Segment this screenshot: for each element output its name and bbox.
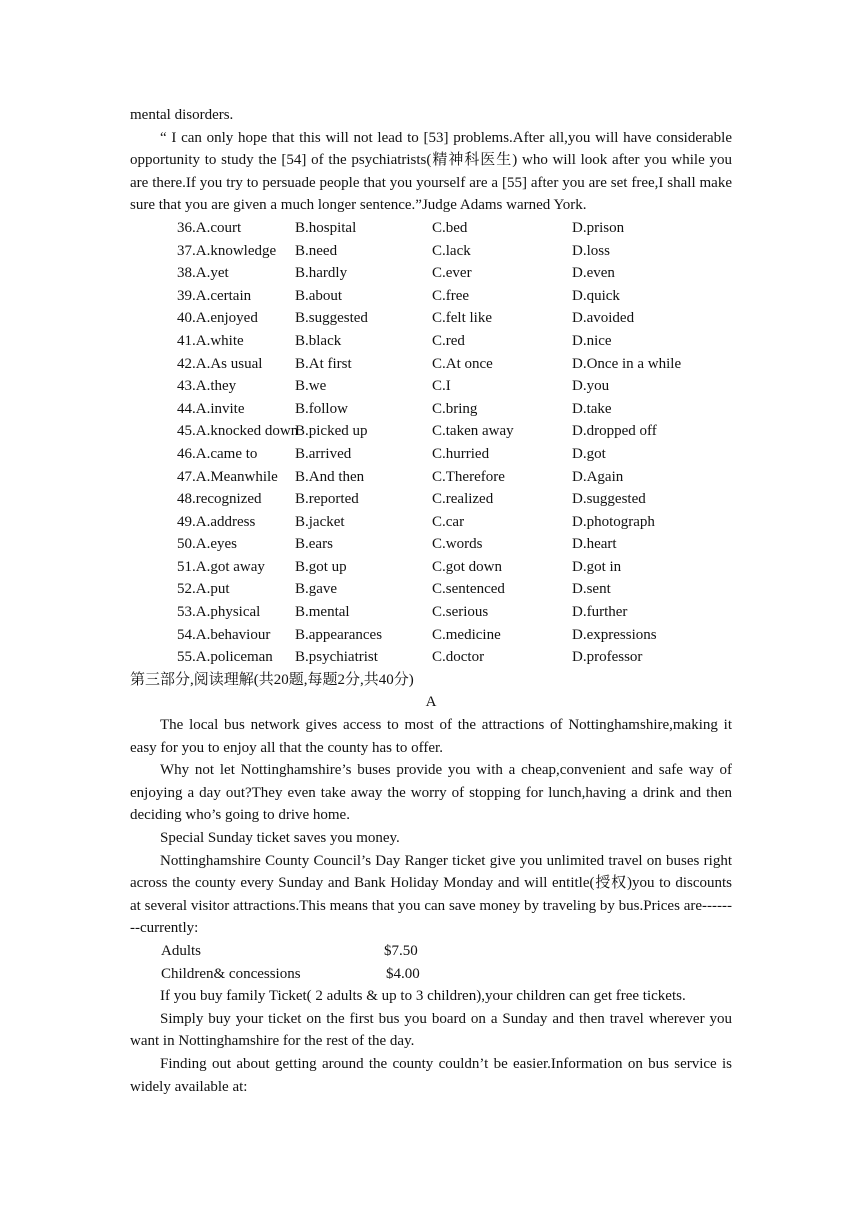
passage-paragraph-5: If you buy family Ticket( 2 adults & up to 3 children),your children can get free tickets. (160, 988, 686, 1005)
option-row (177, 353, 732, 376)
option-choice: B.reported (295, 491, 359, 508)
passage-paragraph-2: Why not let Nottinghamshire’s buses provide you with a cheap,convenient and safe way of enjoying a day out?They even take away the worry of stopping for lunch,having a drink and then deciding who’s going to drive home. (130, 762, 732, 824)
option-choice: 45.A.knocked down (177, 423, 299, 440)
option-choice: D.quick (572, 287, 620, 304)
option-choice: 50.A.eyes (177, 536, 237, 553)
option-choice: B.we (295, 378, 327, 395)
option-choice: C.medicine (432, 626, 501, 643)
option-row (177, 601, 732, 624)
option-row (177, 624, 732, 647)
option-choice: B.hospital (295, 219, 357, 236)
option-choice: 44.A.invite (177, 400, 245, 417)
option-choice: C.sentenced (432, 581, 505, 598)
option-row (177, 398, 732, 421)
option-choice: C.ever (432, 265, 472, 282)
price-row-children (130, 963, 732, 986)
option-choice: B.picked up (295, 423, 368, 440)
option-choice: B.black (295, 332, 342, 349)
option-choice: B.psychiatrist (295, 649, 378, 666)
option-choice: D.loss (572, 242, 610, 259)
option-choice: B.mental (295, 604, 350, 621)
option-choice: B.And then (295, 468, 365, 485)
option-choice: C.taken away (432, 423, 514, 440)
option-choice: B.appearances (295, 626, 383, 643)
option-choice: D.Again (572, 468, 624, 485)
option-row (177, 330, 732, 353)
option-row (177, 240, 732, 263)
option-choice: 52.A.put (177, 581, 230, 598)
option-choice: B.hardly (295, 265, 348, 282)
option-choice: D.nice (572, 332, 612, 349)
price-row-adults (130, 940, 732, 963)
option-choice: 43.A.they (177, 378, 237, 395)
option-choice: 53.A.physical (177, 604, 261, 621)
option-choice: B.jacket (295, 513, 345, 530)
price-value: $4.00 (386, 965, 420, 982)
option-choice: D.further (572, 604, 628, 621)
paragraph-mental-disorders: mental disorders. (130, 107, 234, 123)
option-choice: C.red (432, 332, 465, 349)
option-choice: C.At once (432, 355, 493, 372)
option-choice: C.free (432, 287, 470, 304)
option-row (177, 533, 732, 556)
option-choice: 47.A.Meanwhile (177, 468, 278, 485)
option-choice: 48.recognized (177, 491, 262, 508)
option-choice: D.Once in a while (572, 355, 682, 372)
option-choice: 49.A.address (177, 513, 256, 530)
option-row (177, 420, 732, 443)
passage-paragraph-3: Special Sunday ticket saves you money. (160, 830, 400, 846)
option-choice: C.I (432, 378, 451, 395)
passage-paragraph-6: Simply buy your ticket on the first bus you board on a Sunday and then travel wherever you want in Nottinghamshire for the rest of the day. (130, 1010, 732, 1050)
option-choice: C.bring (432, 400, 478, 417)
option-choice: 41.A.white (177, 332, 244, 349)
option-choice: D.take (572, 400, 612, 417)
option-choice: D.dropped off (572, 423, 657, 440)
option-choice: D.suggested (572, 491, 646, 508)
option-choice: 54.A.behaviour (177, 626, 271, 643)
option-choice: 42.A.As usual (177, 355, 263, 372)
option-choice: B.At first (295, 355, 352, 372)
option-choice: C.serious (432, 604, 489, 621)
option-row (177, 578, 732, 601)
option-choice: B.ears (295, 536, 333, 553)
section-heading: 第三部分,阅读理解(共20题,每题2分,共40分) (130, 671, 414, 688)
option-choice: C.hurried (432, 445, 490, 462)
option-choice: D.got (572, 445, 606, 462)
option-choice: D.expressions (572, 626, 657, 643)
option-choice: D.even (572, 265, 615, 282)
option-choice: 39.A.certain (177, 287, 252, 304)
option-choice: D.you (572, 378, 610, 395)
option-choice: 51.A.got away (177, 558, 265, 575)
passage-paragraph-4: Nottinghamshire County Council’s Day Ranger ticket give you unlimited travel on buses right across the county every Sunday and Bank Holiday Monday and will entitle(授权)you to discounts at several visitor attractions.This means that you can save money by traveling by bus.Prices are--------currently: (130, 852, 732, 937)
option-choice: B.arrived (295, 445, 352, 462)
passage-paragraph-7: Finding out about getting around the county couldn’t be easier.Information on bus service is widely available at: (130, 1055, 732, 1095)
option-row (177, 511, 732, 534)
option-row (177, 488, 732, 511)
option-choice: D.got in (572, 558, 622, 575)
option-choice: C.words (432, 536, 483, 553)
option-choice: 36.A.court (177, 219, 242, 236)
option-choice: 37.A.knowledge (177, 242, 277, 259)
document-page (130, 104, 732, 1098)
option-choice: D.avoided (572, 310, 635, 327)
option-choice: B.about (295, 287, 343, 304)
option-choice: D.heart (572, 536, 617, 553)
option-row (177, 646, 732, 669)
paragraph-judge-warning: “ I can only hope that this will not lead to [53] problems.After all,you will have considerable opportunity to study the [54] of the psychiatrists(精神科医生) who will look after you while you are there.If you try to persuade people that you yourself are a [55] after you are set free,I shall make sure that you are given a much longer sentence.”Judge Adams warned York. (130, 129, 732, 214)
option-row (177, 262, 732, 285)
option-choice: 46.A.came to (177, 445, 258, 462)
option-row (177, 375, 732, 398)
option-choice: C.Therefore (432, 468, 505, 485)
option-row (177, 285, 732, 308)
option-row (177, 443, 732, 466)
option-row (177, 217, 732, 240)
option-choice: D.photograph (572, 513, 655, 530)
passage-letter: A (425, 694, 437, 711)
option-choice: C.doctor (432, 649, 485, 666)
option-choice: 55.A.policeman (177, 649, 273, 666)
option-row (177, 466, 732, 489)
option-choice: C.got down (432, 558, 503, 575)
price-label: Children& concessions (161, 965, 301, 982)
option-choice: D.sent (572, 581, 611, 598)
option-row (177, 307, 732, 330)
price-value: $7.50 (384, 942, 418, 959)
option-choice: 38.A.yet (177, 265, 229, 282)
option-choice: C.bed (432, 219, 468, 236)
answer-options-list (177, 217, 732, 669)
option-choice: D.professor (572, 649, 643, 666)
option-choice: B.got up (295, 558, 347, 575)
option-choice: C.lack (432, 242, 471, 259)
passage-paragraph-1: The local bus network gives access to most of the attractions of Nottinghamshire,making it easy for you to enjoy all that the county has to offer. (130, 717, 732, 756)
price-label: Adults (161, 942, 202, 959)
option-choice: B.need (295, 242, 338, 259)
option-choice: B.follow (295, 400, 348, 417)
option-choice: B.suggested (295, 310, 368, 327)
option-row (177, 556, 732, 579)
option-choice: 40.A.enjoyed (177, 310, 258, 327)
option-choice: C.felt like (432, 310, 492, 327)
option-choice: B.gave (295, 581, 338, 598)
option-choice: C.realized (432, 491, 494, 508)
option-choice: D.prison (572, 219, 625, 236)
option-choice: C.car (432, 513, 465, 530)
